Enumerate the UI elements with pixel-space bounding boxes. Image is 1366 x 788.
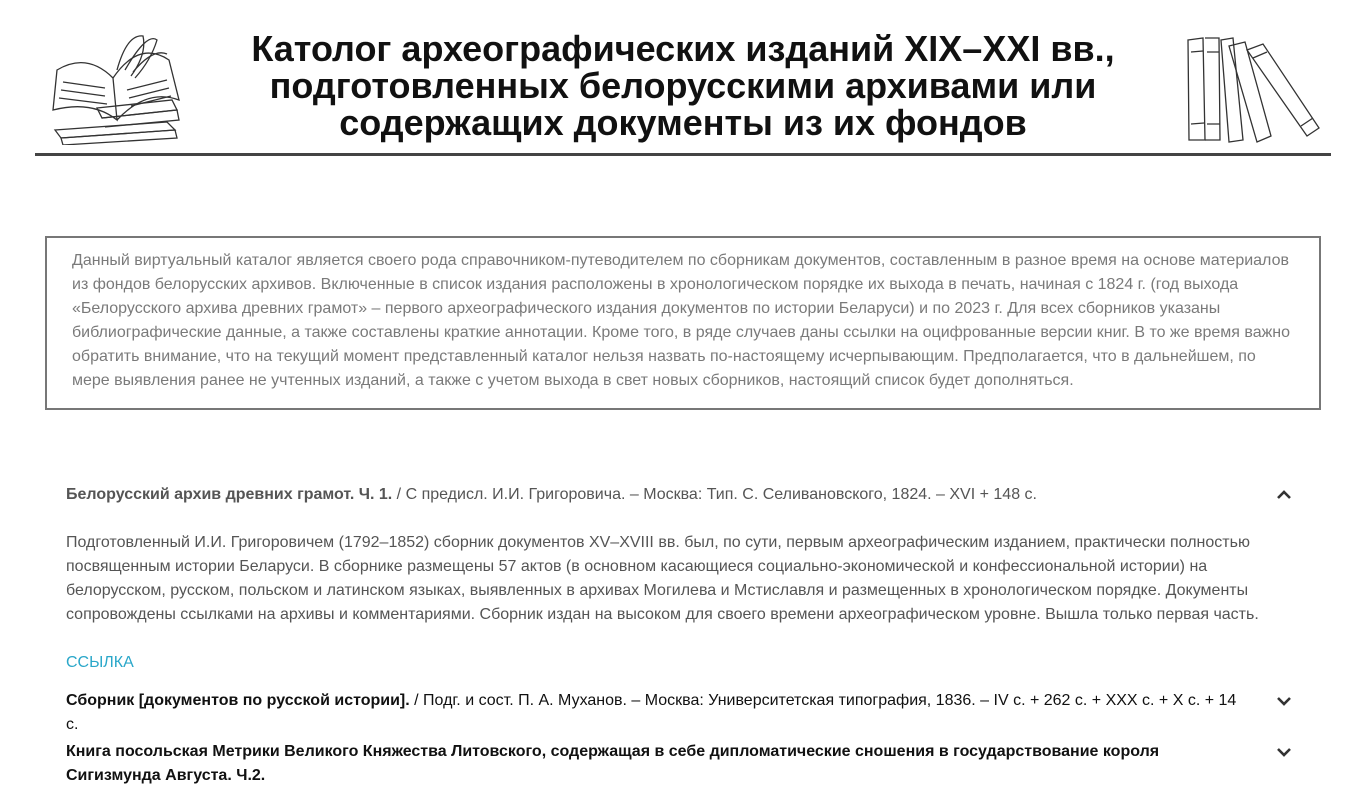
entry-link[interactable]: ССЫЛКА [66, 654, 134, 671]
catalog-entry-toggle[interactable] [66, 740, 1306, 788]
catalog-description-text: Данный виртуальный каталог является своего рода справочником-путеводителем по сборникам документов, составленным в разное время на основе материалов из фондов белорусских архивов. Включенные в список издания расположены в хронологическом порядке их выхода в печать, начиная с 1824 г. (год выхода «Белорусского архива древних грамот» – первого археографического издания документов по истории Беларуси) и по 2023 г. Для всех сборников указаны библиографические данные, а также составлены краткие аннотации. Кроме того, в ряде случаев даны ссылки на оцифрованные версии книг. В то же время важно обратить внимание, что на текущий момент представленный каталог нельзя назвать по-настоящему исчерпывающим. Предполагается, что в дальнейшем, по мере выявления ранее не учтенных изданий, а также с учетом выхода в свет новых сборников, настоящий список будет дополняться. [72, 252, 1291, 389]
page-header [35, 0, 1331, 156]
catalog-entry-title [66, 483, 1306, 507]
books-logo-icon [1183, 32, 1321, 144]
catalog-entry-toggle[interactable] [66, 689, 1306, 737]
chevron-up-icon[interactable] [1276, 487, 1292, 503]
catalog-entry-title [66, 689, 1306, 737]
chevron-down-icon[interactable] [1276, 744, 1292, 760]
entry-details: / Подг. и сост. П. А. Муханов. – Москва: Университетская типография, 1836. – IV с. + 262 с. + XXX с. + X с. + 14 с. [66, 692, 1237, 733]
entry-title-bold: Сборник [документов по русской истории]. [66, 692, 410, 709]
open-book-logo-icon [47, 30, 195, 145]
entry-title-bold: Книга посольская Метрики Великого Княжества Литовского, содержащая в себе дипломатические сношения в государствование короля Сигизмунда Августа. Ч.2. [66, 743, 1160, 784]
entry-details: / С предисл. И.И. Григоровича. – Москва: Тип. С. Селивановского, 1824. – XVI + 148 с. [392, 486, 1037, 503]
catalog-entry-title [66, 740, 1306, 788]
page-title: Католог археографических изданий XIX–XXI вв., подготовленных белорусскими архивами или содержащих документы из их фондов [251, 28, 1115, 143]
catalog-description [45, 236, 1321, 410]
catalog-entry-toggle[interactable] [66, 483, 1306, 507]
entry-title-bold: Белорусский архив древних грамот. Ч. 1. [66, 486, 393, 503]
chevron-down-icon[interactable] [1276, 693, 1292, 709]
catalog-entry-annotation: Подготовленный И.И. Григоровичем (1792–1852) сборник документов XV–XVIII вв. был, по сути, первым археографическим изданием, практически полностью посвященным истории Беларуси. В сборнике размещены 57 актов (в основном касающиеся социально-экономической и конфессиональной истории) на белорусском, русском, польском и латинском языках, выявленных в архивах Могилева и Мстиславля и размещенных в хронологическом порядке. Документы сопровождены ссылками на архивы и комментариями. Сборник издан на высоком для своего времени археографическом уровне. Вышла только первая часть. [66, 534, 1259, 623]
